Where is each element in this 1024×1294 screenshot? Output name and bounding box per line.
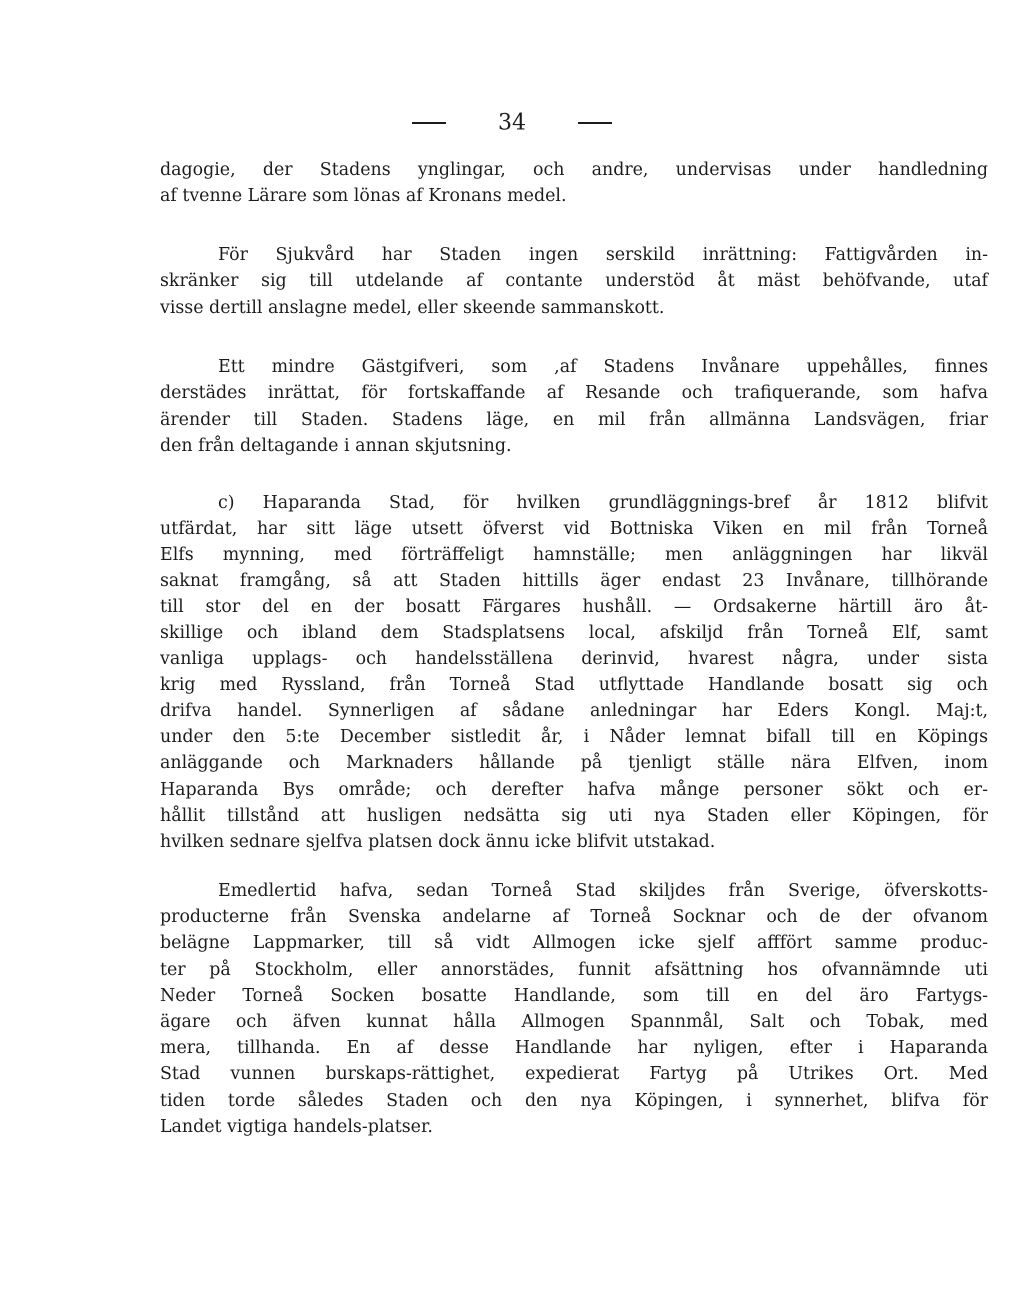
text-line: ägare och äfven kunnat hålla Allmogen Spannmål, Salt och Tobak, med xyxy=(160,1011,988,1032)
text-line: ter på Stockholm, eller annorstädes, funnit afsättning hos ofvannämnde uti xyxy=(160,959,988,980)
text-line: derstädes inrättat, för fortskaffande af Resande och trafiquerande, som hafva xyxy=(160,383,988,404)
text-line: tiden torde således Staden och den nya Köpingen, i synnerhet, blifva för xyxy=(160,1090,988,1111)
text-line: till stor del en der bosatt Färgares hushåll. — Ordsakerne härtill äro åt- xyxy=(160,597,988,618)
text-line: Stad vunnen burskaps-rättighet, expedierat Fartyg på Utrikes Ort. Med xyxy=(160,1064,988,1085)
text-line: Ett mindre Gästgifveri, som ,af Stadens Invånare uppehålles, finnes xyxy=(218,357,988,377)
header-dash-left xyxy=(412,122,446,124)
text-line: under den 5:te December sistledit år, i Nåder lemnat bifall till en Köpings xyxy=(160,727,988,748)
paragraph-education xyxy=(160,157,988,210)
text-line: krig med Ryssland, från Torneå Stad utflyttade Handlande bosatt sig och xyxy=(160,675,988,696)
paragraph-trade xyxy=(160,878,988,1140)
text-line: ärender till Staden. Stadens läge, en mil från allmänna Landsvägen, friar xyxy=(160,409,988,430)
text-line: utfärdat, har sitt läge utsett öfverst vid Bottniska Viken en mil från Torneå xyxy=(160,519,988,540)
header-dash-right xyxy=(578,122,612,124)
text-line: skränker sig till utdelande af contante understöd åt mäst behöfvande, utaf xyxy=(160,271,988,292)
text-line: drifva handel. Synnerligen af sådane anledningar har Eders Kongl. Maj:t, xyxy=(160,701,988,722)
text-line: vanliga upplags- och handelsställena derinvid, hvarest några, under sista xyxy=(160,649,988,670)
text-line: saknat framgång, så att Staden hittills äger endast 23 Invånare, tillhörande xyxy=(160,571,988,592)
text-line: Haparanda Bys område; och derefter hafva månge personer sökt och er- xyxy=(160,779,988,800)
text-line: c) Haparanda Stad, för hvilken grundläggnings-bref år 1812 blifvit xyxy=(218,493,988,513)
text-line: mera, tillhanda. En af desse Handlande har nyligen, efter i Haparanda xyxy=(160,1038,988,1059)
paragraph-inn xyxy=(160,354,988,460)
text-line: Neder Torneå Socken bosatte Handlande, som till en del äro Fartygs- xyxy=(160,985,988,1006)
text-line: hållit tillstånd att husligen nedsätta sig uti nya Staden eller Köpingen, för xyxy=(160,805,988,826)
text-line: Emedlertid hafva, sedan Torneå Stad skiljdes från Sverige, öfverskotts- xyxy=(218,881,988,901)
text-line: Elfs mynning, med förträffeligt hamnställe; men anläggningen har likväl xyxy=(160,545,988,566)
text-line: den från deltagande i annan skjutsning. xyxy=(160,436,512,457)
text-line: skillige och ibland dem Stadsplatsens local, afskiljd från Torneå Elf, samt xyxy=(160,623,988,644)
page-number: 34 xyxy=(498,110,526,136)
text-line: belägne Lappmarker, till så vidt Allmogen icke sjelf afffört samme produc- xyxy=(160,933,988,954)
paragraph-haparanda xyxy=(160,490,988,855)
paragraph-healthcare xyxy=(160,242,988,321)
text-line: För Sjukvård har Staden ingen serskild inrättning: Fattigvården in- xyxy=(218,245,988,265)
page-header xyxy=(0,110,1024,136)
text-line: hvilken sednare sjelfva platsen dock ännu icke blifvit utstakad. xyxy=(160,831,716,852)
text-line: dagogie, der Stadens ynglingar, och andre, undervisas under handledning xyxy=(160,160,988,180)
text-line: visse dertill anslagne medel, eller skeende sammanskott. xyxy=(160,297,665,318)
text-line: anläggande och Marknaders hållande på tjenligt ställe nära Elfven, inom xyxy=(160,753,988,774)
text-line: producterne från Svenska andelarne af Torneå Socknar och de der ofvanom xyxy=(160,907,988,928)
text-line: af tvenne Lärare som lönas af Kronans medel. xyxy=(160,186,567,207)
text-line: Landet vigtiga handels-platser. xyxy=(160,1116,433,1137)
